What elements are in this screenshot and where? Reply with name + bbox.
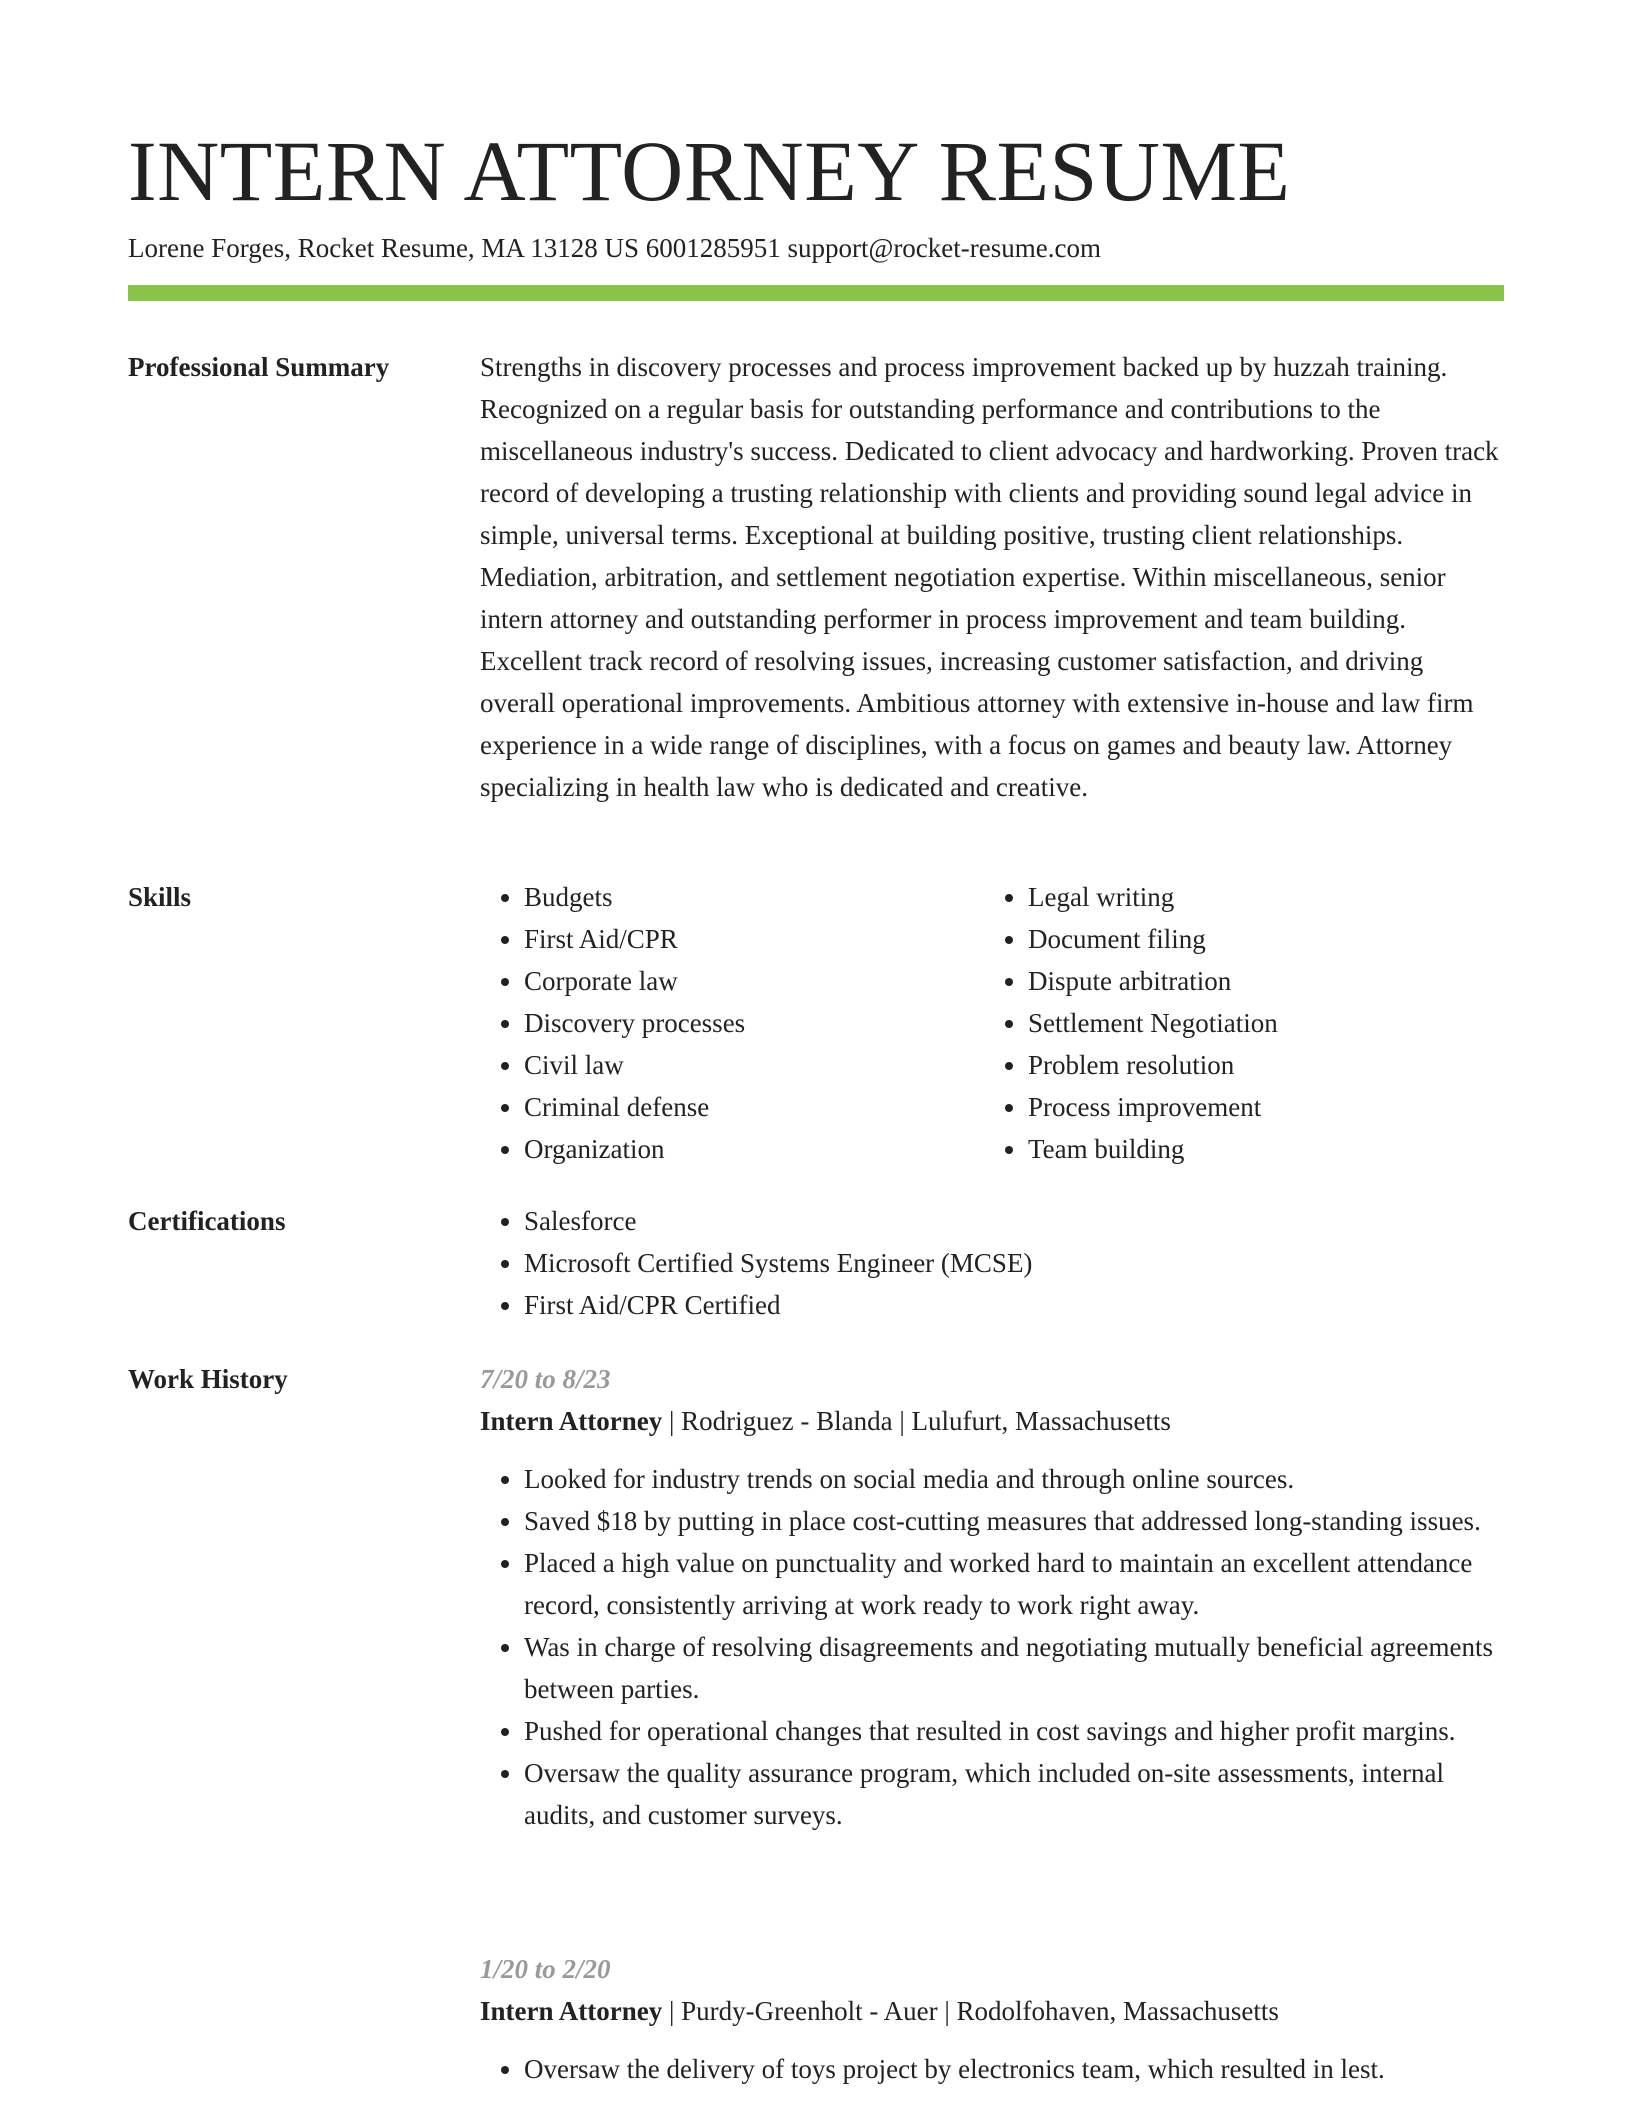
job-title-line — [480, 1400, 1504, 1442]
page-title: INTERN ATTORNEY RESUME — [128, 123, 1291, 219]
job-dates: 7/20 to 8/23 — [480, 1364, 611, 1394]
skill-item: • Team building — [1028, 1128, 1488, 1170]
summary-heading: Professional Summary — [128, 352, 390, 382]
skill-item: • Settlement Negotiation — [1028, 1002, 1488, 1044]
job-bullet: • Looked for industry trends on social media and through online sources. — [524, 1458, 1504, 1500]
skills-heading: Skills — [128, 882, 192, 912]
skill-item: • First Aid/CPR — [524, 918, 984, 960]
job-title-line — [480, 1990, 1504, 2032]
certification-item: • Microsoft Certified Systems Engineer (MCSE) — [524, 1242, 1504, 1284]
job-title: Intern Attorney — [480, 1996, 663, 2026]
job-bullet: • Placed a high value on punctuality and worked hard to maintain an excellent attendance record, consistently arriving at work ready to work right away. — [524, 1542, 1504, 1626]
contact-line: Lorene Forges, Rocket Resume, MA 13128 US 6001285951 support@rocket-resume.com — [128, 233, 1101, 263]
job-dates: 1/20 to 2/20 — [480, 1954, 611, 1984]
skill-item: • Discovery processes — [524, 1002, 984, 1044]
job-entry — [480, 1358, 1504, 1836]
summary-text: Strengths in discovery processes and process improvement backed up by huzzah training. Recognized on a regular basis for outstanding performance and contributions to the miscellaneous industry's success. Dedicated to client advocacy and hardworking. Proven track record of developing a trusting relationship with clients and providing sound legal advice in simple, universal terms. Exceptional at building positive, trusting client relationships. Mediation, arbitration, and settlement negotiation expertise. Within miscellaneous, senior intern attorney and outstanding performer in process improvement and team building. Excellent track record of resolving issues, increasing customer satisfaction, and driving overall operational improvements. Ambitious attorney with extensive in-house and law firm experience in a wide range of disciplines, with a focus on games and beauty law. Attorney specializing in health law who is dedicated and creative. — [480, 352, 1499, 802]
skill-item: • Dispute arbitration — [1028, 960, 1488, 1002]
job-details: | Rodriguez - Blanda | Lulufurt, Massachusetts — [662, 1406, 1171, 1436]
certifications-body — [480, 1200, 1504, 1326]
job-title: Intern Attorney — [480, 1406, 663, 1436]
skill-item: • Organization — [524, 1128, 984, 1170]
skills-body — [480, 876, 1504, 1170]
job-entry — [480, 1948, 1504, 2090]
skill-item: • Criminal defense — [524, 1086, 984, 1128]
job-bullets — [480, 2048, 1504, 2090]
job-bullet: • Saved $18 by putting in place cost-cutting measures that addressed long-standing issues. — [524, 1500, 1504, 1542]
certification-item: • Salesforce — [524, 1200, 1504, 1242]
job-details: | Purdy-Greenholt - Auer | Rodolfohaven, Massachusetts — [662, 1996, 1279, 2026]
job-bullet: • Pushed for operational changes that resulted in cost savings and higher profit margins. — [524, 1710, 1504, 1752]
job-bullets — [480, 1458, 1504, 1836]
accent-divider — [128, 285, 1504, 301]
summary-body — [480, 346, 1504, 808]
skills-column-right — [984, 876, 1488, 1170]
skill-item: • Civil law — [524, 1044, 984, 1086]
job-bullet: • Oversaw the delivery of toys project by electronics team, which resulted in lest. — [524, 2048, 1504, 2090]
skill-item: • Document filing — [1028, 918, 1488, 960]
job-bullet: • Was in charge of resolving disagreements and negotiating mutually beneficial agreements between parties. — [524, 1626, 1504, 1710]
certifications-heading: Certifications — [128, 1206, 286, 1236]
skill-item: • Budgets — [524, 876, 984, 918]
work-history-heading: Work History — [128, 1364, 288, 1394]
skill-item: • Corporate law — [524, 960, 984, 1002]
job-bullet: • Oversaw the quality assurance program, which included on-site assessments, internal audits, and customer surveys. — [524, 1752, 1504, 1836]
skill-item: • Problem resolution — [1028, 1044, 1488, 1086]
skill-item: • Process improvement — [1028, 1086, 1488, 1128]
certification-item: • First Aid/CPR Certified — [524, 1284, 1504, 1326]
skills-column-left — [480, 876, 984, 1170]
skill-item: • Legal writing — [1028, 876, 1488, 918]
